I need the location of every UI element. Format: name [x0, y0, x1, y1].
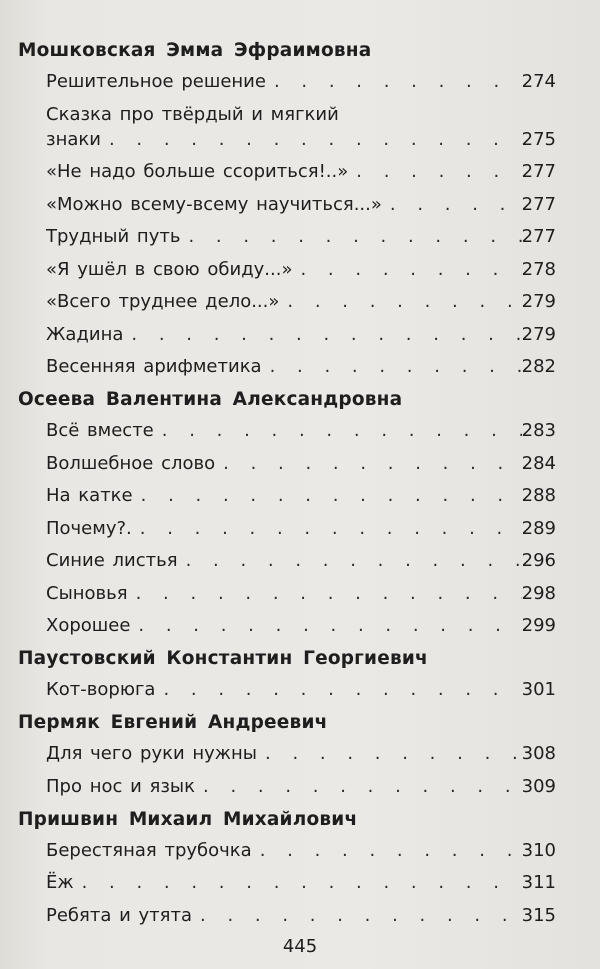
entry-title: «Я ушёл в свою обиду...»	[46, 258, 293, 280]
dot-leader	[74, 870, 522, 895]
toc-entry[interactable]	[46, 354, 556, 379]
dot-leader	[262, 354, 522, 379]
entry-page-number: 277	[521, 193, 556, 215]
entry-page-number: 315	[521, 904, 556, 926]
entry-title: «Можно всему-всему научиться...»	[46, 193, 382, 215]
entry-title: На катке	[46, 485, 133, 506]
entry-page-number: 275	[521, 128, 556, 150]
toc-entry[interactable]	[46, 613, 556, 638]
dot-leader	[180, 224, 521, 249]
toc-entry[interactable]	[46, 774, 556, 799]
dot-leader	[252, 838, 522, 863]
entry-title: Сыновья	[46, 582, 128, 604]
entry-title: «Всего труднее дело...»	[46, 291, 280, 312]
author-name: Пермяк Евгений Андреевич	[18, 712, 328, 733]
entry-title: «Не надо больше ссориться!..»	[46, 161, 349, 182]
author-section	[0, 387, 600, 638]
entry-title: Решительное решение	[46, 71, 266, 92]
toc-entry[interactable]	[46, 870, 556, 895]
dot-leader	[178, 548, 522, 573]
page-number: 445	[282, 936, 318, 957]
entry-page-number: 282	[521, 356, 556, 377]
toc-entry[interactable]	[46, 581, 556, 606]
dot-leader	[382, 192, 522, 217]
entry-title-line: Сказка про твёрдый и мягкий	[46, 103, 339, 125]
entry-page-number: 298	[521, 582, 556, 604]
toc-entry[interactable]	[46, 548, 556, 573]
dot-leader	[130, 613, 521, 638]
toc-entry[interactable]	[46, 451, 556, 476]
toc-entry[interactable]	[46, 741, 556, 766]
dot-leader	[348, 159, 521, 184]
entry-page-number: 301	[521, 679, 556, 700]
author-section	[0, 646, 600, 702]
entry-page-number: 277	[521, 226, 556, 247]
toc-entry[interactable]	[46, 257, 556, 282]
entry-title: Волшебное слово	[46, 452, 216, 474]
entry-page-number: 308	[521, 743, 556, 764]
entry-title: Ёж	[46, 872, 74, 893]
entry-page-number: 310	[521, 839, 556, 861]
dot-leader	[292, 257, 521, 282]
toc-entry[interactable]	[46, 159, 556, 184]
entry-page-number: 311	[521, 872, 556, 893]
entry-title: Почему?.	[46, 517, 132, 539]
dot-leader	[101, 127, 522, 152]
dot-leader	[128, 581, 522, 606]
table-of-contents	[0, 38, 600, 936]
toc-entry[interactable]	[46, 322, 556, 347]
entry-page-number: 277	[521, 161, 556, 182]
entry-title: Кот-ворюга	[46, 679, 156, 700]
entry-title: Хорошее	[46, 615, 131, 636]
entry-title: Ребята и утята	[46, 904, 192, 926]
entry-page-number: 274	[521, 71, 556, 92]
entry-title: Синие листья	[46, 550, 178, 571]
toc-entry[interactable]	[46, 418, 556, 443]
entry-title: Про нос и язык	[46, 775, 195, 797]
entry-page-number: 309	[521, 775, 556, 797]
entry-page-number: 278	[521, 258, 556, 280]
author-section	[0, 807, 600, 928]
entry-page-number: 289	[521, 517, 556, 539]
entry-page-number: 296	[521, 550, 556, 571]
dot-leader	[279, 289, 521, 314]
toc-entry[interactable]	[46, 192, 556, 217]
dot-leader	[192, 903, 522, 928]
toc-entry[interactable]	[46, 516, 556, 541]
dot-leader	[195, 774, 522, 799]
toc-entry[interactable]	[46, 69, 556, 94]
author-section	[0, 710, 600, 799]
dot-leader	[215, 451, 522, 476]
entry-title: Берестяная трубочка	[46, 839, 252, 861]
toc-entry[interactable]	[46, 903, 556, 928]
entry-page-number: 299	[521, 615, 556, 636]
entry-title: знаки	[46, 128, 101, 150]
entry-title: Всё вместе	[46, 420, 154, 441]
dot-leader	[257, 741, 522, 766]
entry-page-number: 279	[521, 291, 556, 312]
dot-leader	[266, 69, 522, 94]
dot-leader	[133, 483, 522, 508]
entry-title: Для чего руки нужны	[46, 743, 258, 764]
entry-page-number: 288	[521, 485, 556, 506]
toc-entry[interactable]	[46, 677, 556, 702]
toc-entry[interactable]	[46, 224, 556, 249]
entry-title: Трудный путь	[46, 226, 181, 247]
toc-entry[interactable]	[46, 102, 556, 152]
entry-page-number: 283	[521, 420, 556, 441]
toc-entry[interactable]	[46, 838, 556, 863]
author-name: Пришвин Михаил Михайлович	[18, 808, 358, 830]
dot-leader	[155, 677, 521, 702]
entry-title: Жадина	[46, 323, 124, 345]
author-name: Осеева Валентина Александровна	[18, 389, 403, 410]
entry-page-number: 284	[521, 452, 556, 474]
dot-leader	[132, 516, 522, 541]
entry-title: Весенняя арифметика	[46, 356, 262, 377]
toc-entry[interactable]	[46, 289, 556, 314]
author-section	[0, 38, 600, 379]
toc-entry[interactable]	[46, 483, 556, 508]
entry-page-number: 279	[521, 323, 556, 345]
dot-leader	[123, 322, 521, 347]
author-name: Мошковская Эмма Эфраимовна	[18, 40, 372, 61]
author-name: Паустовский Константин Георгиевич	[18, 648, 428, 669]
dot-leader	[154, 418, 522, 443]
